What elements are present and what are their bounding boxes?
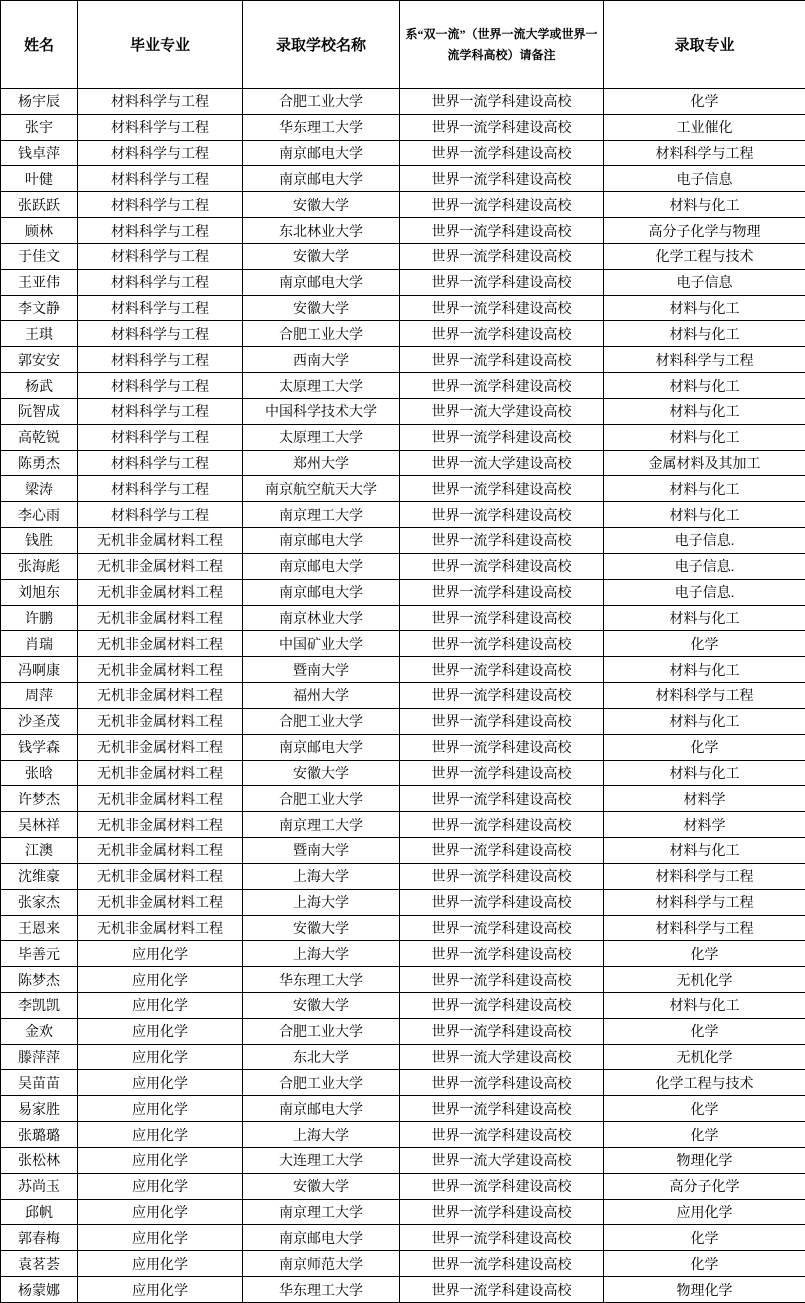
cell-name: 许梦杰 [1,786,78,812]
cell-name: 沈维豪 [1,863,78,889]
cell-name: 易家胜 [1,1096,78,1122]
cell-double-first-class-note: 世界一流学科建设高校 [400,166,604,192]
table-row [1,915,805,941]
cell-admitted-school: 太原理工大学 [243,373,400,399]
cell-admitted-major: 材料与化工 [604,398,805,424]
cell-double-first-class-note: 世界一流学科建设高校 [400,1122,604,1148]
cell-name: 杨蒙娜 [1,1277,78,1303]
table-row [1,424,805,450]
table-row [1,1018,805,1044]
cell-graduation-major: 材料科学与工程 [78,502,243,528]
cell-admitted-school: 中国矿业大学 [243,631,400,657]
cell-double-first-class-note: 世界一流学科建设高校 [400,786,604,812]
cell-name: 邱帆 [1,1199,78,1225]
cell-admitted-school: 南京邮电大学 [243,734,400,760]
cell-double-first-class-note: 世界一流学科建设高校 [400,243,604,269]
cell-double-first-class-note: 世界一流学科建设高校 [400,1173,604,1199]
cell-admitted-major: 材料科学与工程 [604,915,805,941]
cell-admitted-major: 化学 [604,89,805,115]
cell-name: 王琪 [1,321,78,347]
cell-double-first-class-note: 世界一流学科建设高校 [400,1277,604,1303]
header-name: 姓名 [1,1,78,89]
header-row [1,1,805,89]
cell-admitted-major: 电子信息. [604,579,805,605]
cell-admitted-major: 材料与化工 [604,760,805,786]
cell-double-first-class-note: 世界一流学科建设高校 [400,889,604,915]
cell-double-first-class-note: 世界一流学科建设高校 [400,347,604,373]
cell-admitted-major: 材料与化工 [604,605,805,631]
cell-graduation-major: 材料科学与工程 [78,269,243,295]
cell-admitted-school: 华东理工大学 [243,967,400,993]
table-row [1,476,805,502]
cell-graduation-major: 材料科学与工程 [78,295,243,321]
cell-name: 许鹏 [1,605,78,631]
cell-graduation-major: 无机非金属材料工程 [78,760,243,786]
cell-admitted-major: 化学 [604,631,805,657]
cell-graduation-major: 应用化学 [78,941,243,967]
cell-graduation-major: 材料科学与工程 [78,450,243,476]
cell-admitted-major: 电子信息 [604,269,805,295]
cell-admitted-school: 暨南大学 [243,838,400,864]
cell-graduation-major: 材料科学与工程 [78,347,243,373]
table-row [1,941,805,967]
cell-name: 沙圣茂 [1,708,78,734]
cell-double-first-class-note: 世界一流学科建设高校 [400,269,604,295]
cell-admitted-school: 安徽大学 [243,243,400,269]
cell-admitted-school: 合肥工业大学 [243,89,400,115]
cell-double-first-class-note: 世界一流学科建设高校 [400,373,604,399]
cell-admitted-school: 南京邮电大学 [243,166,400,192]
cell-admitted-major: 材料学 [604,786,805,812]
cell-double-first-class-note: 世界一流学科建设高校 [400,1199,604,1225]
cell-name: 郭春梅 [1,1225,78,1251]
cell-graduation-major: 应用化学 [78,1173,243,1199]
cell-admitted-school: 南京邮电大学 [243,579,400,605]
cell-admitted-school: 郑州大学 [243,450,400,476]
cell-double-first-class-note: 世界一流学科建设高校 [400,631,604,657]
cell-admitted-school: 福州大学 [243,683,400,709]
cell-graduation-major: 无机非金属材料工程 [78,812,243,838]
cell-admitted-school: 东北大学 [243,1044,400,1070]
cell-name: 钱胜 [1,528,78,554]
cell-graduation-major: 应用化学 [78,1070,243,1096]
table-row [1,1096,805,1122]
cell-admitted-school: 南京理工大学 [243,1199,400,1225]
cell-admitted-school: 南京邮电大学 [243,528,400,554]
cell-admitted-school: 合肥工业大学 [243,708,400,734]
cell-admitted-major: 化学 [604,1251,805,1277]
cell-graduation-major: 应用化学 [78,1277,243,1303]
cell-graduation-major: 材料科学与工程 [78,373,243,399]
cell-admitted-major: 化学 [604,941,805,967]
table-row [1,683,805,709]
cell-double-first-class-note: 世界一流学科建设高校 [400,967,604,993]
table-row [1,1199,805,1225]
cell-name: 高乾锐 [1,424,78,450]
cell-admitted-major: 材料与化工 [604,992,805,1018]
cell-admitted-school: 安徽大学 [243,192,400,218]
cell-admitted-major: 化学 [604,1018,805,1044]
table-row [1,734,805,760]
cell-double-first-class-note: 世界一流大学建设高校 [400,450,604,476]
cell-name: 吴苗苗 [1,1070,78,1096]
table-row [1,657,805,683]
cell-double-first-class-note: 世界一流学科建设高校 [400,734,604,760]
table-row [1,760,805,786]
cell-double-first-class-note: 世界一流学科建设高校 [400,683,604,709]
cell-double-first-class-note: 世界一流学科建设高校 [400,476,604,502]
cell-double-first-class-note: 世界一流大学建设高校 [400,1044,604,1070]
cell-name: 张晗 [1,760,78,786]
cell-admitted-school: 华东理工大学 [243,1277,400,1303]
cell-admitted-major: 化学 [604,1122,805,1148]
table-row [1,218,805,244]
cell-name: 冯啊康 [1,657,78,683]
cell-admitted-major: 材料科学与工程 [604,347,805,373]
cell-graduation-major: 材料科学与工程 [78,476,243,502]
cell-admitted-school: 太原理工大学 [243,424,400,450]
cell-graduation-major: 应用化学 [78,1096,243,1122]
cell-double-first-class-note: 世界一流学科建设高校 [400,502,604,528]
cell-admitted-major: 化学工程与技术 [604,1070,805,1096]
cell-admitted-school: 南京邮电大学 [243,1225,400,1251]
cell-admitted-major: 高分子化学与物理 [604,218,805,244]
cell-name: 滕萍萍 [1,1044,78,1070]
cell-double-first-class-note: 世界一流学科建设高校 [400,941,604,967]
cell-admitted-school: 南京师范大学 [243,1251,400,1277]
cell-admitted-school: 东北林业大学 [243,218,400,244]
table-row [1,838,805,864]
cell-admitted-major: 无机化学 [604,1044,805,1070]
table-row [1,579,805,605]
cell-double-first-class-note: 世界一流学科建设高校 [400,708,604,734]
cell-graduation-major: 材料科学与工程 [78,192,243,218]
cell-double-first-class-note: 世界一流学科建设高校 [400,605,604,631]
cell-graduation-major: 无机非金属材料工程 [78,657,243,683]
cell-admitted-school: 南京林业大学 [243,605,400,631]
cell-graduation-major: 材料科学与工程 [78,140,243,166]
cell-graduation-major: 应用化学 [78,1225,243,1251]
cell-graduation-major: 应用化学 [78,967,243,993]
table-row [1,1225,805,1251]
cell-graduation-major: 材料科学与工程 [78,424,243,450]
cell-graduation-major: 应用化学 [78,1147,243,1173]
cell-double-first-class-note: 世界一流学科建设高校 [400,657,604,683]
cell-admitted-major: 材料与化工 [604,838,805,864]
table-row [1,708,805,734]
cell-double-first-class-note: 世界一流学科建设高校 [400,1018,604,1044]
cell-admitted-school: 上海大学 [243,941,400,967]
table-row [1,553,805,579]
cell-admitted-major: 材料与化工 [604,321,805,347]
cell-double-first-class-note: 世界一流学科建设高校 [400,1096,604,1122]
cell-admitted-school: 合肥工业大学 [243,321,400,347]
cell-admitted-major: 物理化学 [604,1277,805,1303]
table-row [1,347,805,373]
cell-double-first-class-note: 世界一流学科建设高校 [400,812,604,838]
cell-double-first-class-note: 世界一流学科建设高校 [400,915,604,941]
cell-graduation-major: 无机非金属材料工程 [78,708,243,734]
table-row [1,166,805,192]
cell-graduation-major: 材料科学与工程 [78,398,243,424]
cell-admitted-school: 南京邮电大学 [243,140,400,166]
table-row [1,398,805,424]
cell-graduation-major: 无机非金属材料工程 [78,631,243,657]
cell-double-first-class-note: 世界一流学科建设高校 [400,321,604,347]
table-row [1,1251,805,1277]
cell-name: 肖瑞 [1,631,78,657]
cell-name: 张璐璐 [1,1122,78,1148]
table-row [1,786,805,812]
cell-graduation-major: 无机非金属材料工程 [78,915,243,941]
cell-name: 王亚伟 [1,269,78,295]
table-row [1,269,805,295]
cell-admitted-major: 材料与化工 [604,373,805,399]
cell-graduation-major: 应用化学 [78,1018,243,1044]
cell-graduation-major: 材料科学与工程 [78,321,243,347]
cell-double-first-class-note: 世界一流学科建设高校 [400,863,604,889]
cell-graduation-major: 无机非金属材料工程 [78,683,243,709]
cell-admitted-school: 大连理工大学 [243,1147,400,1173]
cell-admitted-major: 应用化学 [604,1199,805,1225]
cell-admitted-school: 安徽大学 [243,1173,400,1199]
cell-admitted-school: 上海大学 [243,889,400,915]
cell-name: 郭安安 [1,347,78,373]
cell-graduation-major: 无机非金属材料工程 [78,579,243,605]
cell-admitted-major: 电子信息. [604,528,805,554]
cell-admitted-major: 无机化学 [604,967,805,993]
cell-admitted-school: 暨南大学 [243,657,400,683]
cell-graduation-major: 应用化学 [78,1251,243,1277]
cell-name: 吴林祥 [1,812,78,838]
cell-double-first-class-note: 世界一流学科建设高校 [400,424,604,450]
cell-admitted-school: 中国科学技术大学 [243,398,400,424]
cell-admitted-school: 合肥工业大学 [243,1018,400,1044]
cell-graduation-major: 应用化学 [78,1044,243,1070]
cell-graduation-major: 材料科学与工程 [78,166,243,192]
header-admitted-school: 录取学校名称 [243,1,400,89]
cell-admitted-school: 上海大学 [243,1122,400,1148]
cell-double-first-class-note: 世界一流学科建设高校 [400,528,604,554]
cell-admitted-school: 安徽大学 [243,760,400,786]
cell-admitted-major: 材料与化工 [604,502,805,528]
cell-admitted-school: 南京邮电大学 [243,1096,400,1122]
cell-admitted-major: 电子信息 [604,166,805,192]
table-row [1,243,805,269]
cell-graduation-major: 材料科学与工程 [78,89,243,115]
cell-name: 苏尚玉 [1,1173,78,1199]
cell-double-first-class-note: 世界一流学科建设高校 [400,140,604,166]
cell-graduation-major: 无机非金属材料工程 [78,734,243,760]
cell-double-first-class-note: 世界一流学科建设高校 [400,992,604,1018]
cell-graduation-major: 应用化学 [78,1199,243,1225]
cell-admitted-major: 物理化学 [604,1147,805,1173]
cell-double-first-class-note: 世界一流学科建设高校 [400,579,604,605]
table-row [1,631,805,657]
cell-admitted-major: 材料与化工 [604,192,805,218]
cell-admitted-major: 材料与化工 [604,295,805,321]
cell-admitted-major: 化学工程与技术 [604,243,805,269]
cell-name: 李心雨 [1,502,78,528]
header-graduation-major: 毕业专业 [78,1,243,89]
cell-graduation-major: 应用化学 [78,1122,243,1148]
cell-double-first-class-note: 世界一流学科建设高校 [400,192,604,218]
cell-name: 张家杰 [1,889,78,915]
cell-double-first-class-note: 世界一流学科建设高校 [400,1225,604,1251]
cell-name: 张松林 [1,1147,78,1173]
cell-name: 李凯凯 [1,992,78,1018]
cell-name: 顾林 [1,218,78,244]
cell-graduation-major: 无机非金属材料工程 [78,528,243,554]
cell-graduation-major: 无机非金属材料工程 [78,838,243,864]
cell-double-first-class-note: 世界一流学科建设高校 [400,114,604,140]
cell-admitted-major: 材料科学与工程 [604,683,805,709]
cell-name: 张跃跃 [1,192,78,218]
table-row [1,373,805,399]
cell-name: 陈勇杰 [1,450,78,476]
cell-double-first-class-note: 世界一流学科建设高校 [400,295,604,321]
cell-admitted-major: 工业催化 [604,114,805,140]
cell-admitted-major: 材料科学与工程 [604,889,805,915]
cell-graduation-major: 应用化学 [78,992,243,1018]
table-row [1,114,805,140]
table-row [1,1173,805,1199]
cell-double-first-class-note: 世界一流学科建设高校 [400,89,604,115]
cell-admitted-school: 合肥工业大学 [243,1070,400,1096]
cell-graduation-major: 材料科学与工程 [78,243,243,269]
cell-name: 叶健 [1,166,78,192]
cell-name: 杨宇辰 [1,89,78,115]
table-row [1,192,805,218]
table-row [1,863,805,889]
header-admitted-major: 录取专业 [604,1,805,89]
cell-admitted-major: 材料与化工 [604,708,805,734]
table-row [1,812,805,838]
cell-graduation-major: 无机非金属材料工程 [78,889,243,915]
cell-admitted-school: 南京邮电大学 [243,269,400,295]
cell-name: 阮智成 [1,398,78,424]
table-row [1,528,805,554]
cell-graduation-major: 无机非金属材料工程 [78,553,243,579]
cell-admitted-major: 高分子化学 [604,1173,805,1199]
cell-graduation-major: 材料科学与工程 [78,114,243,140]
cell-double-first-class-note: 世界一流学科建设高校 [400,760,604,786]
cell-admitted-school: 南京理工大学 [243,812,400,838]
cell-double-first-class-note: 世界一流学科建设高校 [400,218,604,244]
table-row [1,1044,805,1070]
cell-admitted-school: 南京邮电大学 [243,553,400,579]
cell-admitted-major: 材料科学与工程 [604,863,805,889]
cell-admitted-school: 安徽大学 [243,295,400,321]
cell-name: 李文静 [1,295,78,321]
cell-graduation-major: 无机非金属材料工程 [78,863,243,889]
cell-admitted-school: 西南大学 [243,347,400,373]
table-row [1,967,805,993]
table-row [1,1070,805,1096]
cell-name: 钱卓萍 [1,140,78,166]
cell-name: 钱学森 [1,734,78,760]
cell-name: 梁涛 [1,476,78,502]
cell-graduation-major: 无机非金属材料工程 [78,605,243,631]
cell-name: 金欢 [1,1018,78,1044]
cell-name: 陈梦杰 [1,967,78,993]
cell-double-first-class-note: 世界一流学科建设高校 [400,1070,604,1096]
cell-admitted-major: 材料学 [604,812,805,838]
header-double-first-class-note: 系“双一流”（世界一流大学或世界一流学科高校）请备注 [400,1,604,89]
cell-admitted-major: 材料与化工 [604,657,805,683]
table-row [1,1122,805,1148]
cell-admitted-major: 材料与化工 [604,424,805,450]
cell-admitted-major: 金属材料及其加工 [604,450,805,476]
cell-admitted-school: 合肥工业大学 [243,786,400,812]
cell-admitted-major: 电子信息. [604,553,805,579]
table-row [1,450,805,476]
cell-admitted-school: 南京航空航天大学 [243,476,400,502]
cell-name: 王恩来 [1,915,78,941]
cell-name: 于佳文 [1,243,78,269]
table-row [1,992,805,1018]
table-row [1,502,805,528]
cell-double-first-class-note: 世界一流学科建设高校 [400,553,604,579]
cell-admitted-major: 材料科学与工程 [604,140,805,166]
cell-name: 袁茗荟 [1,1251,78,1277]
cell-admitted-school: 上海大学 [243,863,400,889]
cell-graduation-major: 材料科学与工程 [78,218,243,244]
cell-name: 张海彪 [1,553,78,579]
cell-admitted-school: 安徽大学 [243,992,400,1018]
table-body [1,89,805,1303]
cell-admitted-major: 化学 [604,1225,805,1251]
cell-name: 江澳 [1,838,78,864]
cell-name: 毕善元 [1,941,78,967]
cell-name: 张宇 [1,114,78,140]
cell-graduation-major: 无机非金属材料工程 [78,786,243,812]
table-row [1,89,805,115]
cell-admitted-major: 化学 [604,1096,805,1122]
cell-name: 周萍 [1,683,78,709]
cell-admitted-school: 安徽大学 [243,915,400,941]
cell-name: 刘旭东 [1,579,78,605]
table-row [1,889,805,915]
cell-admitted-school: 南京理工大学 [243,502,400,528]
cell-double-first-class-note: 世界一流大学建设高校 [400,1147,604,1173]
table-row [1,321,805,347]
cell-double-first-class-note: 世界一流大学建设高校 [400,398,604,424]
cell-name: 杨武 [1,373,78,399]
cell-double-first-class-note: 世界一流学科建设高校 [400,838,604,864]
table-row [1,1147,805,1173]
table-row [1,140,805,166]
cell-double-first-class-note: 世界一流学科建设高校 [400,1251,604,1277]
cell-admitted-school: 华东理工大学 [243,114,400,140]
cell-admitted-major: 化学 [604,734,805,760]
table-row [1,1277,805,1303]
table-row [1,295,805,321]
table-row [1,605,805,631]
cell-admitted-major: 材料与化工 [604,476,805,502]
